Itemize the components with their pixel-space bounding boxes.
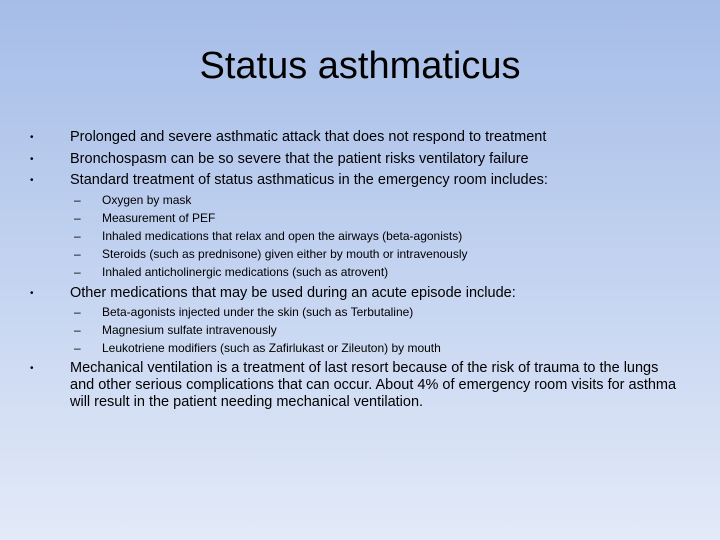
sub-bullet-text: Leukotriene modifiers (such as Zafirlukast or Zileuton) by mouth (102, 341, 441, 355)
sub-bullet-text: Magnesium sulfate intravenously (102, 323, 277, 337)
sub-bullet-item (74, 323, 674, 337)
dash-marker: – (74, 323, 81, 337)
dash-marker: – (74, 305, 81, 319)
dash-marker: – (74, 229, 81, 243)
dash-marker: – (74, 265, 81, 279)
sub-bullet-item (74, 247, 674, 261)
bullet-item (24, 172, 684, 189)
sub-bullet-text: Steroids (such as prednisone) given either by mouth or intravenously (102, 247, 468, 261)
sub-bullet-item (74, 341, 674, 355)
sub-bullet-item (74, 193, 674, 207)
bullet-item (24, 151, 684, 168)
bullet-marker: • (30, 132, 34, 143)
bullet-text: Mechanical ventilation is a treatment of last resort because of the risk of trauma to the lungs and other serious complications that can occur. About 4% of emergency room visits for asthma will result in the patient needing mechanical ventilation. (70, 360, 677, 410)
dash-marker: – (74, 247, 81, 261)
bullet-text: Prolonged and severe asthmatic attack that does not respond to treatment (70, 129, 547, 145)
bullet-item (24, 360, 684, 411)
dash-marker: – (74, 211, 81, 225)
slide-title: Status asthmaticus (199, 45, 521, 87)
sub-bullet-item (74, 265, 674, 279)
sub-bullet-text: Inhaled anticholinergic medications (such as atrovent) (102, 265, 389, 279)
sub-bullet-item (74, 305, 674, 319)
bullet-marker: • (30, 154, 34, 165)
sub-bullet-text: Oxygen by mask (102, 193, 192, 207)
bullet-marker: • (30, 175, 34, 186)
bullet-text: Standard treatment of status asthmaticus in the emergency room includes: (70, 172, 548, 188)
bullet-item (24, 129, 684, 146)
sub-bullet-text: Measurement of PEF (102, 211, 216, 225)
sub-bullet-item (74, 211, 674, 225)
dash-marker: – (74, 341, 81, 355)
bullet-marker: • (30, 288, 34, 299)
bullet-text: Other medications that may be used during an acute episode include: (70, 285, 516, 301)
bullet-item (24, 285, 684, 302)
sub-bullet-item (74, 229, 674, 243)
dash-marker: – (74, 193, 81, 207)
bullet-marker: • (30, 363, 34, 374)
sub-bullet-text: Beta-agonists injected under the skin (such as Terbutaline) (102, 305, 414, 319)
sub-bullet-text: Inhaled medications that relax and open the airways (beta-agonists) (102, 229, 463, 243)
bullet-text: Bronchospasm can be so severe that the patient risks ventilatory failure (70, 151, 529, 167)
